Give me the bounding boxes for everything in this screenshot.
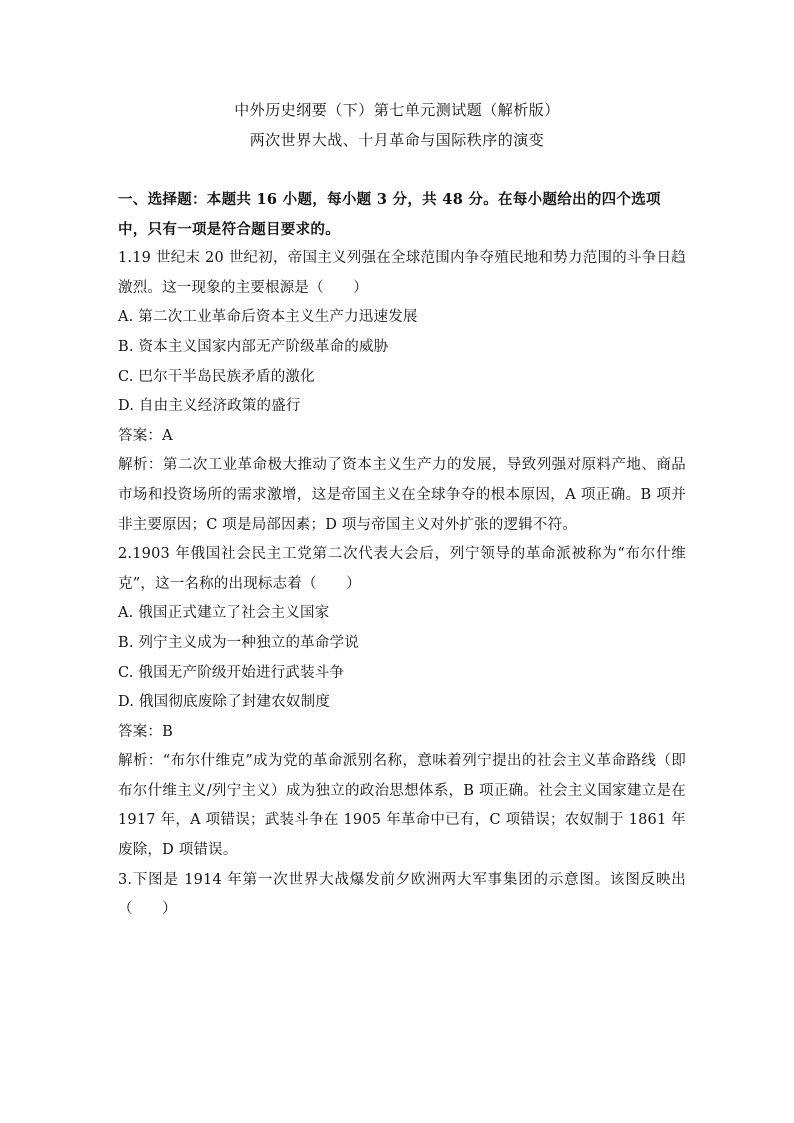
question-stem: 1.19 世纪末 20 世纪初，帝国主义列强在全球范围内争夺殖民地和势力范围的斗争日趋激烈。这一现象的主要根源是（ ） (118, 250, 686, 296)
option-b: B. 列宁主义成为一种独立的革命学说 (118, 634, 359, 651)
answer: 答案：A (118, 427, 173, 444)
question-1 (118, 244, 686, 540)
document-subtitle: 两次世界大战、十月革命与国际秩序的演变 (249, 131, 545, 149)
option-c: C. 俄国无产阶级开始进行武装斗争 (118, 664, 345, 681)
option-a: A. 第二次工业革命后资本主义生产力迅速发展 (118, 309, 418, 326)
answer: 答案：B (118, 723, 173, 740)
option-d: D. 俄国彻底废除了封建农奴制度 (118, 694, 331, 711)
document-title: 中外历史纲要（下）第七单元测试题（解析版） (234, 101, 560, 119)
explanation: 解析：“布尔什维克”成为党的革命派别名称，意味着列宁提出的社会主义革命路线（即布尔什维主义/列宁主义）成为独立的政治思想体系，B 项正确。社会主义国家建立是在 1917 年，A 项错误；武装斗争在 1905 年革命中已有，C 项错误；农奴制于 1861 年废除，D 项错误。 (118, 753, 686, 859)
question-stem: 2.1903 年俄国社会民主工党第二次代表大会后，列宁领导的革命派被称为“布尔什维克”，这一名称的出现标志着（ ） (118, 546, 686, 592)
document-body (118, 185, 686, 925)
option-a: A. 俄国正式建立了社会主义国家 (118, 605, 330, 622)
question-3 (118, 866, 686, 925)
option-b: B. 资本主义国家内部无产阶级革命的威胁 (118, 338, 389, 355)
option-d: D. 自由主义经济政策的盛行 (118, 398, 301, 415)
explanation: 解析：第二次工业革命极大推动了资本主义生产力的发展，导致列强对原料产地、商品市场和投资场所的需求激增，这是帝国主义在全球争夺的根本原因，A 项正确。B 项并非主要原因；C 项是局部因素；D 项与帝国主义对外扩张的逻辑不符。 (118, 457, 686, 533)
section-heading: 一、选择题：本题共 16 小题，每小题 3 分，共 48 分。在每小题给出的四个选项中，只有一项是符合题目要求的。 (118, 191, 661, 238)
question-2 (118, 540, 686, 866)
question-stem: 3.下图是 1914 年第一次世界大战爆发前夕欧洲两大军事集团的示意图。该图反映出（ ） (118, 871, 686, 918)
option-c: C. 巴尔干半岛民族矛盾的激化 (118, 368, 315, 385)
